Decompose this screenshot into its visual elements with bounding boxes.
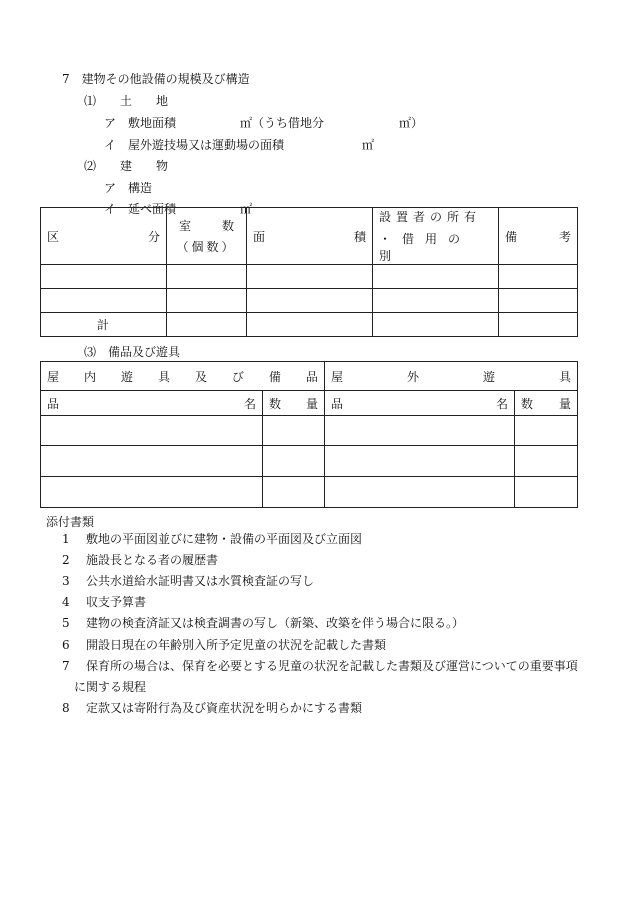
- section-heading: 7 建物その他設備の規模及び構造: [62, 72, 250, 86]
- header-room-count: 室 数 （個数）: [167, 208, 247, 265]
- building-table: [40, 207, 578, 337]
- floor-area-label: イ 延べ面積: [104, 202, 177, 216]
- table-row: [41, 265, 578, 289]
- total-label: 計: [41, 313, 167, 337]
- table-row: [41, 477, 578, 508]
- attachment-item: [62, 699, 362, 716]
- building-structure-label: ア 構造: [104, 181, 153, 195]
- attachment-number: 2: [62, 553, 70, 567]
- attachment-item: [62, 551, 218, 568]
- attachment-number: 1: [62, 532, 70, 546]
- playground-area-label: イ 屋外遊技場又は運動場の面積: [104, 138, 285, 152]
- playground-area-unit: ㎡: [362, 138, 375, 152]
- spread-text: 数 量: [269, 396, 318, 411]
- building-table-header: [41, 208, 578, 265]
- attachment-item: [62, 636, 386, 653]
- total-row: [41, 313, 578, 337]
- outdoor-qty-header: [515, 391, 578, 416]
- header-owner-or-lease: 設置者の所有 ・借用の別: [373, 208, 499, 265]
- table-row: [41, 446, 578, 477]
- attachment-item: [62, 657, 578, 674]
- attachment-number: 4: [62, 595, 70, 609]
- land-label: ⑴ 土 地: [84, 94, 169, 108]
- attachment-text: 収支予算書: [86, 595, 147, 609]
- indoor-header: [41, 362, 325, 391]
- spread-text: 屋 内 遊 具 及 び 備 品: [47, 369, 318, 384]
- floor-area-unit: ㎡: [240, 202, 253, 216]
- attachment-number: 6: [62, 638, 70, 652]
- indoor-item-name-header: 品 名: [41, 391, 263, 416]
- attachment-number: 5: [62, 616, 70, 630]
- attachment-text: 定款又は寄附行為及び資産状況を明らかにする書類: [86, 701, 363, 715]
- attachment-item-7-continuation: に関する規程: [74, 680, 147, 694]
- attachment-item: [62, 530, 362, 547]
- leased-area-unit: ㎡）: [399, 116, 424, 130]
- outdoor-item-name-header: 品 名: [325, 391, 515, 416]
- attachment-text: 保育所の場合は、保育を必要とする児童の状況を記載した書類及び運営についての重要事項: [86, 659, 578, 673]
- indoor-qty-header: [263, 391, 325, 416]
- attachment-number: 7: [62, 659, 70, 673]
- attachment-text: 敷地の平面図並びに建物・設備の平面図及び立面図: [86, 532, 363, 546]
- attachment-number: 3: [62, 574, 70, 588]
- attachment-item: [62, 572, 314, 589]
- spread-text: 屋 外 遊 具: [331, 369, 571, 384]
- header-kubun: 区 分: [41, 208, 167, 265]
- spread-text: 数 量: [521, 396, 571, 411]
- attachment-text: 公共水道給水証明書又は水質検査証の写し: [86, 574, 315, 588]
- attachment-text: 開設日現在の年齢別入所予定児童の状況を記載した書類: [86, 638, 387, 652]
- attachments-title: 添付書類: [46, 515, 95, 529]
- equipment-subheader-row: [41, 391, 578, 416]
- attachment-item: [62, 614, 464, 631]
- attachment-text: 建物の検査済証又は検査調書の写し（新築、改築を伴う場合に限る。）: [86, 616, 465, 630]
- attachment-item: [62, 593, 146, 610]
- equipment-table: [40, 361, 578, 508]
- equipment-label: ⑶ 備品及び遊具: [84, 345, 181, 359]
- equipment-header-row: [41, 362, 578, 391]
- outdoor-header: [325, 362, 578, 391]
- land-area-unit: ㎡（うち借地分: [240, 116, 325, 130]
- land-area-label: ア 敷地面積: [104, 116, 177, 130]
- attachment-number: 8: [62, 701, 70, 715]
- table-row: [41, 289, 578, 313]
- header-remarks: 備 考: [499, 208, 578, 265]
- building-label: ⑵ 建 物: [84, 159, 169, 173]
- attachment-text: 施設長となる者の履歴書: [86, 553, 219, 567]
- table-row: [41, 416, 578, 446]
- header-area: 面 積: [247, 208, 373, 265]
